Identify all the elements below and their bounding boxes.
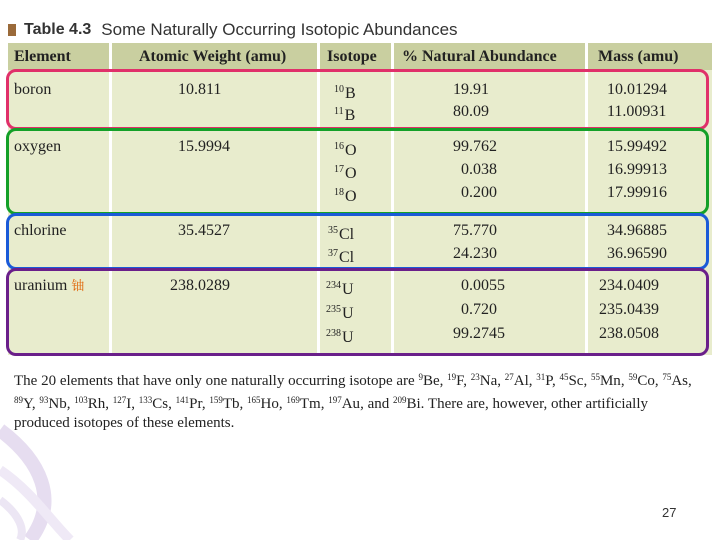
- mass-value: 234.0409: [599, 277, 659, 294]
- footnote-outro: There are, however, other artificially produced isotopes of these elements.: [14, 396, 649, 431]
- abundance-value: 0.200: [461, 184, 497, 201]
- abundance-value: 99.762: [453, 138, 497, 155]
- mass-value: 34.96885: [607, 222, 667, 239]
- footnote-isotope: $^{159}$Tb: [209, 395, 240, 412]
- footnote-isotope: $^{165}$Ho: [247, 395, 279, 412]
- footnote-isotope: $^{169}$Tm: [286, 395, 321, 412]
- table-caption: Some Naturally Occurring Isotopic Abundances: [101, 20, 458, 39]
- isotope-symbol: $^{235}$U: [326, 304, 354, 322]
- footnote-isotope: $^{197}$Au: [328, 395, 361, 412]
- footnote-isotope: $^{55}$Mn: [590, 372, 621, 389]
- footnote-isotope: $^{89}$Y: [14, 395, 32, 412]
- abundance-value: 24.230: [453, 245, 497, 262]
- footnote-isotope: $^{75}$As: [662, 372, 688, 389]
- header-abundance: % Natural Abundance: [402, 48, 557, 65]
- chlorine-highlight-box: [6, 213, 709, 270]
- isotope-symbol: $^{18}$O: [334, 187, 357, 205]
- abundance-value: 80.09: [453, 103, 489, 120]
- uranium-highlight-box: [6, 268, 709, 356]
- element-name: boron: [14, 81, 52, 98]
- table-header: [8, 43, 712, 70]
- footnote-isotope: $^{209}$Bi: [392, 395, 421, 412]
- atomic-weight: 10.811: [178, 81, 222, 98]
- table-title: [8, 18, 458, 42]
- footnote: [14, 368, 704, 433]
- atomic-weight: 238.0289: [170, 277, 230, 294]
- atomic-weight: 15.9994: [178, 138, 230, 155]
- footnote-isotope: $^{23}$Na: [470, 372, 498, 389]
- element-name: uranium 铀: [14, 275, 84, 298]
- abundance-value: 19.91: [453, 81, 489, 98]
- isotope-symbol: $^{37}$Cl: [328, 248, 355, 266]
- footnote-isotope-list: $^9$Be, $^{19}$F, $^{23}$Na, $^{27}$Al, $^{31}$P, $^{45}$Sc, $^{55}$Mn, $^{59}$Co, $^{75}$As, $^{89}$Y, $^{93}$Nb, $^{103}$Rh, $^{127}$I, $^{133}$Cs, $^{141}$Pr, $^{159}$Tb, $^{165}$Ho, $^{169}$Tm, $^{197}$Au, and $^{209}$Bi.: [14, 372, 692, 412]
- header-atomic-weight: Atomic Weight (amu): [139, 48, 287, 65]
- mass-value: 238.0508: [599, 325, 659, 342]
- oxygen-highlight-box: [6, 128, 709, 215]
- abundance-value: 75.770: [453, 222, 497, 239]
- atomic-weight: 35.4527: [178, 222, 230, 239]
- element-name: oxygen: [14, 138, 62, 155]
- isotope-symbol: $^{234}$U: [326, 280, 354, 298]
- isotope-symbol: $^{16}$O: [334, 141, 357, 159]
- footnote-isotope: $^{93}$Nb: [39, 395, 67, 412]
- footnote-isotope: $^{103}$Rh: [74, 395, 106, 412]
- isotope-symbol: $^{238}$U: [326, 328, 354, 346]
- header-isotope: Isotope: [327, 48, 377, 65]
- mass-value: 235.0439: [599, 301, 659, 318]
- mass-value: 17.99916: [607, 184, 667, 201]
- footnote-isotope: $^{45}$Sc: [559, 372, 584, 389]
- mass-value: 10.01294: [607, 81, 667, 98]
- uranium-chinese-mark: 铀: [71, 279, 85, 294]
- mass-value: 16.99913: [607, 161, 667, 178]
- abundance-value: 99.2745: [453, 325, 505, 342]
- header-element: Element: [14, 48, 71, 65]
- footnote-isotope: $^{141}$Pr: [175, 395, 202, 412]
- footnote-isotope: $^{127}$I: [112, 395, 132, 412]
- header-mass: Mass (amu): [598, 48, 679, 65]
- isotope-symbol: $^{11}$B: [334, 106, 356, 124]
- footnote-isotope: $^{27}$Al: [504, 372, 529, 389]
- mass-value: 36.96590: [607, 245, 667, 262]
- abundance-value: 0.0055: [461, 277, 505, 294]
- footnote-isotope: $^{31}$P: [536, 372, 552, 389]
- footnote-intro: The 20 elements that have only one naturally occurring isotope are: [14, 373, 415, 389]
- footnote-isotope: $^{59}$Co: [628, 372, 655, 389]
- abundance-value: 0.038: [461, 161, 497, 178]
- footnote-isotope: $^9$Be: [418, 372, 440, 389]
- boron-highlight-box: [6, 69, 709, 130]
- footnote-isotope: $^{133}$Cs: [138, 395, 169, 412]
- isotope-symbol: $^{17}$O: [334, 164, 357, 182]
- mass-value: 15.99492: [607, 138, 667, 155]
- abundance-value: 0.720: [461, 301, 497, 318]
- table-label: Table 4.3: [24, 21, 92, 38]
- title-marker: [8, 24, 16, 36]
- isotope-symbol: $^{10}$B: [334, 84, 356, 102]
- element-name: chlorine: [14, 222, 67, 239]
- isotope-symbol: $^{35}$Cl: [328, 225, 355, 243]
- mass-value: 11.00931: [607, 103, 667, 120]
- footnote-isotope: $^{19}$F: [447, 372, 464, 389]
- page-number: 27: [662, 505, 677, 520]
